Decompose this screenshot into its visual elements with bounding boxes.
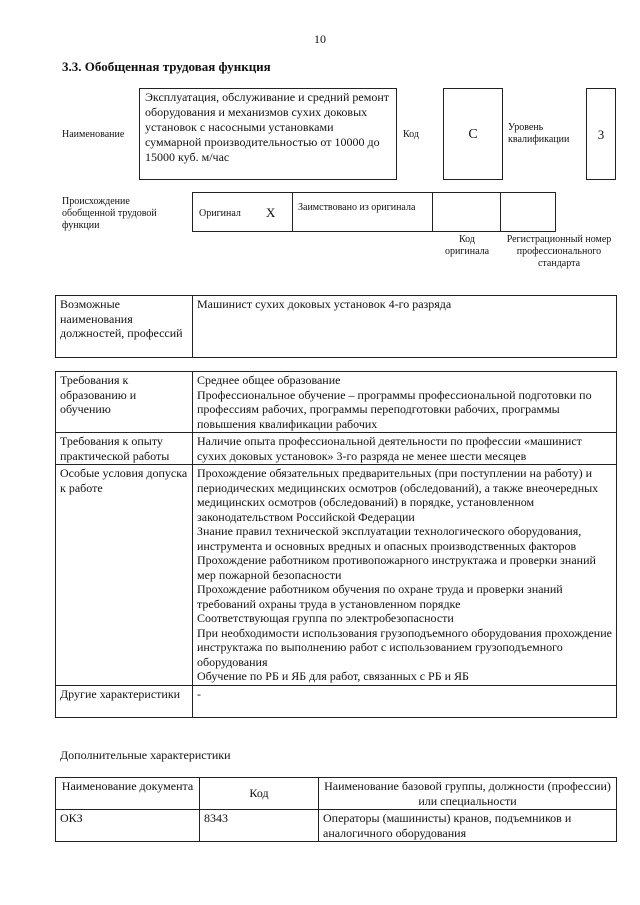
additional-header-doc: Наименование документа — [56, 778, 200, 810]
additional-title: Дополнительные характеристики — [60, 748, 231, 762]
education-line: Среднее общее образование — [197, 373, 341, 387]
additional-cell-name: Операторы (машинисты) кранов, подъемников и аналогичного оборудования — [319, 810, 617, 842]
special-value — [193, 465, 617, 686]
borrowed-label: Заимствовано из оригинала — [298, 202, 416, 213]
education-line: Профессиональное обучение – программы профессиональной подготовки по профессиям рабочих, программы переподготовки рабочих, программы повышения квалификации рабочих — [197, 387, 592, 431]
reg-number-label: Регистрационный номер профессионального стандарта — [506, 234, 612, 269]
table-row — [56, 810, 617, 842]
original-label: Оригинал — [199, 208, 241, 219]
special-line: Обучение по РБ и ЯБ для работ, связанных с РБ и ЯБ — [197, 669, 469, 683]
name-label: Наименование — [62, 129, 125, 140]
code-value: C — [468, 127, 478, 142]
level-box — [586, 88, 616, 180]
education-value — [193, 372, 617, 433]
code-label: Код — [403, 129, 419, 140]
special-line: При необходимости использования грузоподъемного оборудования прохождение инструктажа по выполнению работ с использованием грузоподъемного оборудования — [197, 625, 612, 669]
special-line: Прохождение обязательных предварительных (при поступлении на работу) и периодических медицинских осмотров (обследований), а также внеочередных медицинских осмотров (обследований) в порядке, установленном законодательством Российской Федерации — [197, 466, 599, 524]
page-number: 10 — [314, 32, 326, 46]
special-line: Прохождение работником обучения по охране труда и проверки знаний требований охраны труда в установленном порядке — [197, 582, 563, 611]
level-value: 3 — [597, 127, 605, 142]
special-label: Особые условия допуска к работе — [56, 465, 193, 686]
special-line: Знание правил технической эксплуатации технологического оборудования, инструмента и основных вредных и опасных производственных факторов — [197, 524, 582, 553]
additional-cell-code: 8343 — [200, 810, 319, 842]
positions-value: Машинист сухих доковых установок 4-го разряда — [193, 296, 617, 358]
positions-label: Возможные наименования должностей, профессий — [56, 296, 193, 358]
code-original-label: Код оригинала — [444, 234, 490, 257]
code-box — [443, 88, 503, 180]
special-line: Соответствующая группа по электробезопасности — [197, 611, 454, 625]
special-line: Прохождение работником противопожарного инструктажа и проверки знаний мер пожарной безопасности — [197, 553, 596, 582]
original-mark: X — [266, 205, 276, 220]
experience-label: Требования к опыту практической работы — [56, 433, 193, 465]
section-heading: 3.3. Обобщенная трудовая функция — [62, 59, 271, 74]
other-value: - — [193, 685, 617, 717]
education-label: Требования к образованию и обучению — [56, 372, 193, 433]
other-label: Другие характеристики — [56, 685, 193, 717]
function-name-value: Эксплуатация, обслуживание и средний ремонт оборудования и механизмов сухих доковых установок с насосными установками суммарной производительностью от 10000 до 15000 куб. м/час — [145, 90, 389, 164]
additional-header-code: Код — [200, 778, 319, 810]
level-label: Уровень квалификации — [508, 122, 570, 145]
additional-header-name: Наименование базовой группы, должности (профессии) или специальности — [319, 778, 617, 810]
experience-value: Наличие опыта профессиональной деятельности по профессии «машинист сухих доковых установок» 3-го разряда не менее шести месяцев — [193, 433, 617, 465]
additional-cell-doc: ОКЗ — [56, 810, 200, 842]
origin-label: Происхождение обобщенной трудовой функции — [62, 196, 157, 231]
positions-table — [55, 295, 617, 358]
additional-table — [55, 777, 617, 842]
requirements-table — [55, 371, 617, 718]
function-name-box — [139, 88, 397, 180]
